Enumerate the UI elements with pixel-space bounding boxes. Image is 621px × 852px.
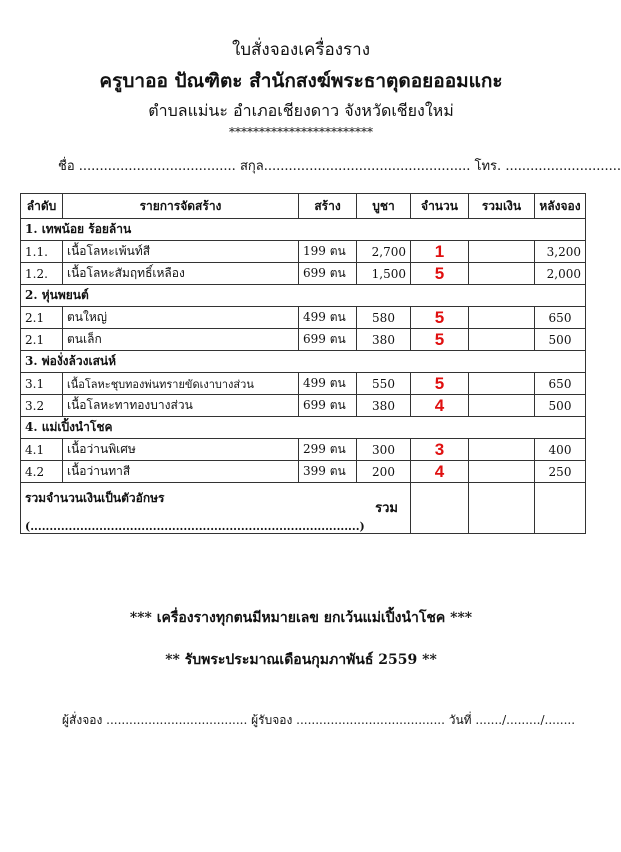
total-in-words-field[interactable]: (......................................................................................) [25,520,365,533]
total-amount-cell[interactable] [469,483,535,534]
table-row [21,395,586,417]
row-made: 199 ตน [299,241,357,263]
col-header-total: รวมเงิน [469,194,535,219]
section-row [21,417,586,439]
row-total[interactable] [469,329,535,351]
row-qty[interactable]: 3 [411,439,469,461]
row-total[interactable] [469,373,535,395]
table-row [21,461,586,483]
note-delivery: ** รับพระประมาณเดือนกุมภาพันธ์ 2559 ** [165,652,437,668]
receiver-field[interactable]: ....................................... [296,713,445,727]
col-header-item: รายการจัดสร้าง [63,194,299,219]
row-price: 550 [357,373,411,395]
row-item: ตนเล็ก [63,329,299,351]
row-total[interactable] [469,307,535,329]
row-item: เนื้อว่านทาสี [63,461,299,483]
section-row [21,351,586,373]
row-no: 2.1 [21,307,63,329]
sum-label: รวม [375,501,398,516]
orderer-field[interactable]: ..................................... [106,713,248,727]
form-title: ใบสั่งจองเครื่องราง [231,40,371,60]
row-after: 250 [535,461,586,483]
total-after-cell [535,483,586,534]
section-title: 4. แม่เปิ้งนำโชค [21,417,586,439]
table-header-row [21,194,586,219]
table-row [21,307,586,329]
row-price: 300 [357,439,411,461]
row-after: 500 [535,329,586,351]
row-total[interactable] [469,263,535,285]
col-header-made: สร้าง [299,194,357,219]
row-item: เนื้อโลหะเพ้นท์สี [63,241,299,263]
table-row [21,263,586,285]
row-item: ตนใหญ่ [63,307,299,329]
row-made: 699 ตน [299,329,357,351]
row-item: เนื้อว่านพิเศษ [63,439,299,461]
temple-name: ครูบาออ ปัณฑิตะ สำนักสงฆ์พระธาตุดอยออมแกะ [99,70,503,92]
phone-field[interactable]: ............................ [505,159,621,174]
row-qty[interactable]: 4 [411,461,469,483]
row-qty[interactable]: 5 [411,373,469,395]
table-row [21,329,586,351]
row-after: 500 [535,395,586,417]
row-item: เนื้อโลหะชุบทองพ่นทรายขัดเงาบางส่วน [63,373,299,395]
date-label: วันที่ [448,713,472,727]
col-header-qty: จำนวน [411,194,469,219]
row-after: 2,000 [535,263,586,285]
row-after: 650 [535,307,586,329]
row-qty[interactable]: 5 [411,263,469,285]
section-row [21,285,586,307]
surname-field[interactable]: .................................................. [263,159,471,174]
row-no: 4.2 [21,461,63,483]
table-row [21,373,586,395]
col-header-no: ลำดับ [21,194,63,219]
row-total[interactable] [469,395,535,417]
row-qty[interactable]: 5 [411,307,469,329]
table-row [21,439,586,461]
section-title: 1. เทพน้อย ร้อยล้าน [21,219,586,241]
signature-line [62,711,575,730]
row-item: เนื้อโลหะทาทองบางส่วน [63,395,299,417]
total-in-words-label: รวมจำนวนเงินเป็นตัวอักษร [25,491,165,505]
phone-label: โทร. [474,159,502,174]
total-qty-cell[interactable] [411,483,469,534]
row-qty[interactable]: 4 [411,395,469,417]
total-row [21,483,586,534]
orderer-label: ผู้สั่งจอง [62,713,103,727]
col-header-after: หลังจอง [535,194,586,219]
col-header-price: บูชา [357,194,411,219]
row-price: 200 [357,461,411,483]
row-made: 699 ตน [299,395,357,417]
row-after: 3,200 [535,241,586,263]
header-divider: ************************ [229,125,373,139]
section-title: 2. หุ่นพยนต์ [21,285,586,307]
row-price: 1,500 [357,263,411,285]
section-title: 3. พ่องั่งล้วงเสน่ห์ [21,351,586,373]
row-price: 380 [357,329,411,351]
row-made: 699 ตน [299,263,357,285]
order-table [20,193,586,534]
row-made: 299 ตน [299,439,357,461]
row-made: 499 ตน [299,373,357,395]
date-field[interactable]: ......./........./........ [475,713,576,727]
note-numbering: *** เครื่องรางทุกตนมีหมายเลข ยกเว้นแม่เปิ้งนำโชค *** [129,610,473,626]
row-qty[interactable]: 1 [411,241,469,263]
row-price: 2,700 [357,241,411,263]
row-price: 380 [357,395,411,417]
row-after: 400 [535,439,586,461]
row-no: 1.1. [21,241,63,263]
row-after: 650 [535,373,586,395]
temple-address: ตำบลแม่นะ อำเภอเชียงดาว จังหวัดเชียงใหม่ [148,101,454,120]
receiver-label: ผู้รับจอง [251,713,293,727]
table-row [21,241,586,263]
name-label: ชื่อ [58,159,75,174]
section-row [21,219,586,241]
row-qty[interactable]: 5 [411,329,469,351]
row-total[interactable] [469,461,535,483]
row-made: 399 ตน [299,461,357,483]
row-price: 580 [357,307,411,329]
row-no: 3.2 [21,395,63,417]
row-total[interactable] [469,241,535,263]
row-no: 4.1 [21,439,63,461]
name-field[interactable]: ...................................... [78,159,236,174]
row-no: 1.2. [21,263,63,285]
customer-fields [58,155,621,176]
row-no: 3.1 [21,373,63,395]
total-in-words-cell [21,483,411,534]
row-made: 499 ตน [299,307,357,329]
row-item: เนื้อโลหะสัมฤทธิ์เหลือง [63,263,299,285]
surname-label: สกุล [239,159,264,174]
row-no: 2.1 [21,329,63,351]
row-total[interactable] [469,439,535,461]
